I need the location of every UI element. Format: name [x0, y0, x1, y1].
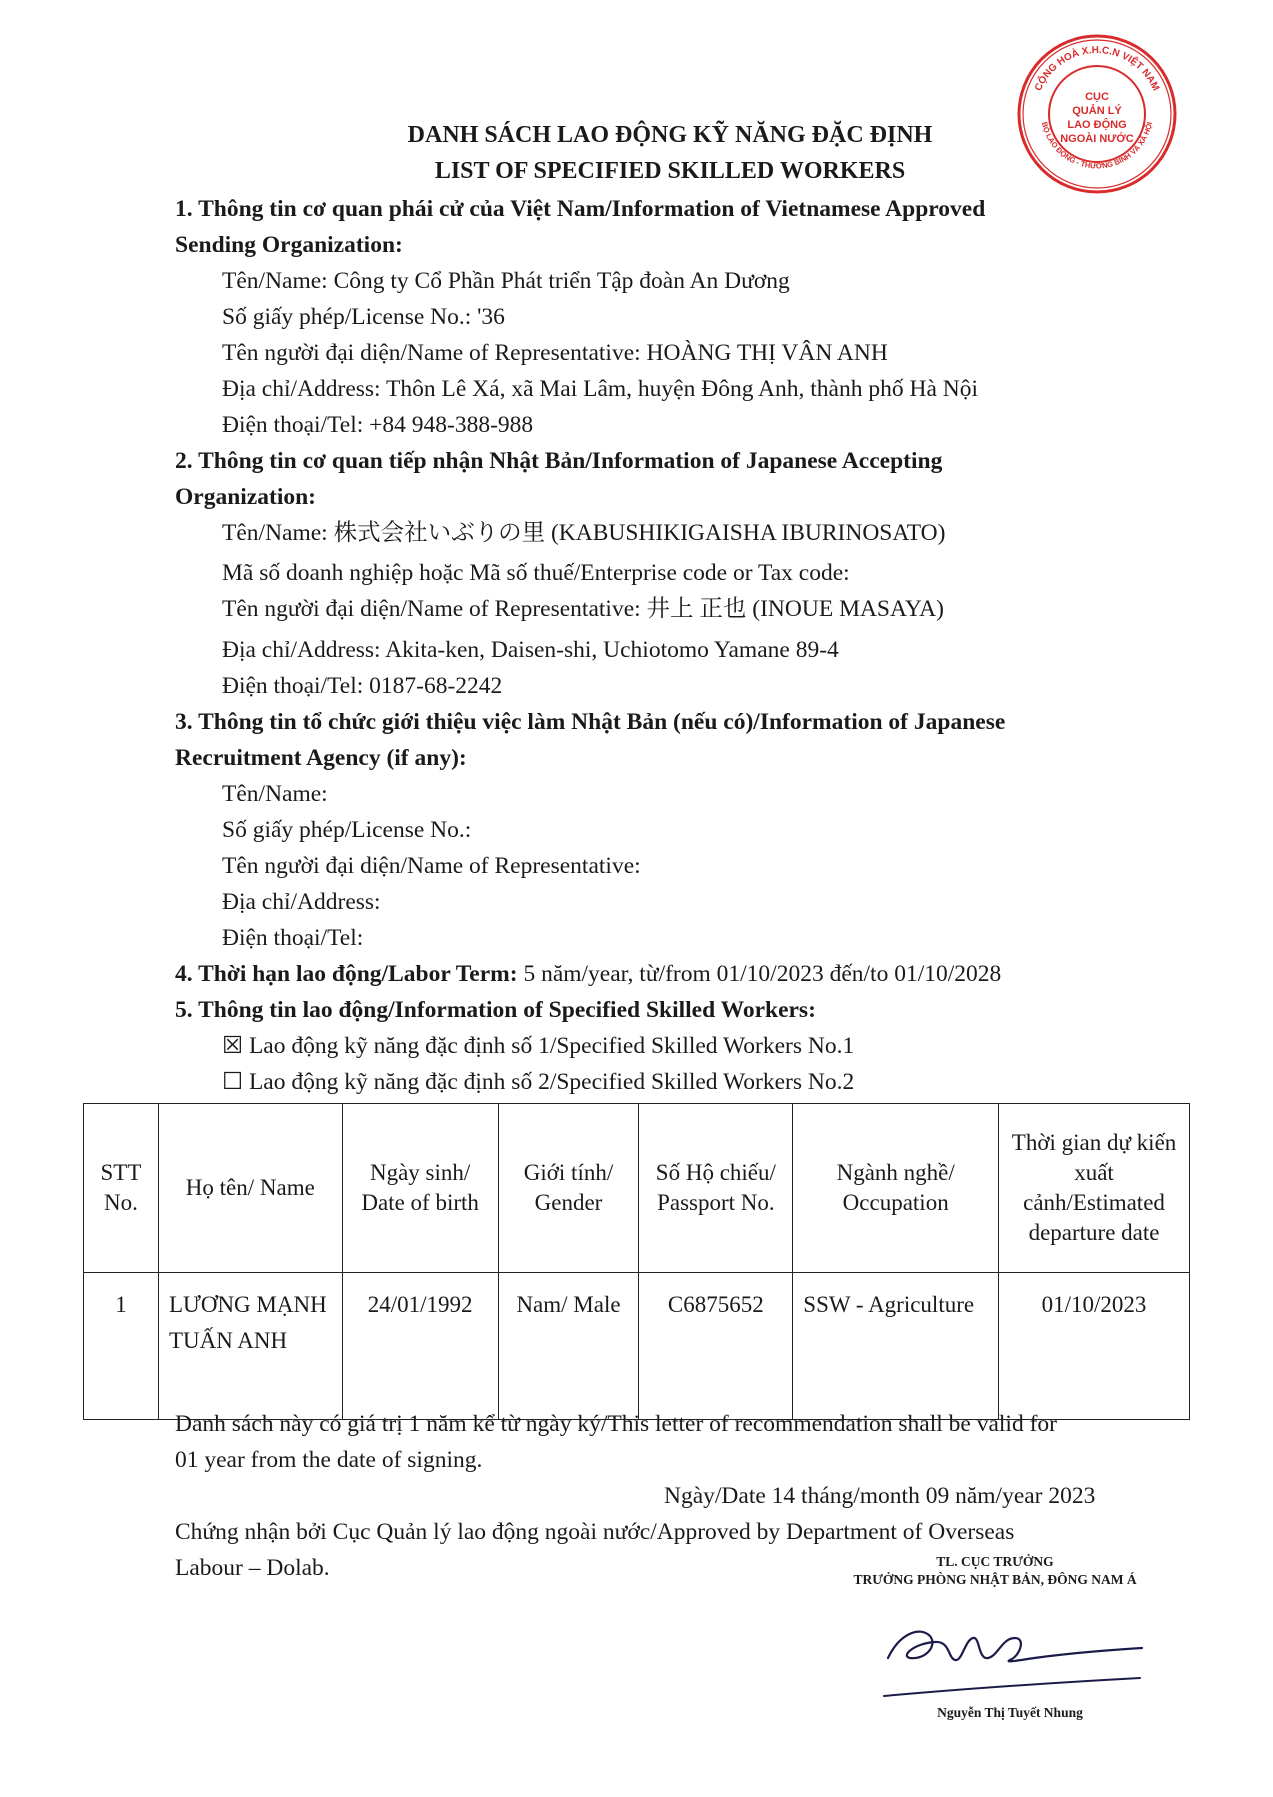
sending-org-address: Địa chỉ/Address: Thôn Lê Xá, xã Mai Lâm, huyện Đông Anh, thành phố Hà Nội	[222, 376, 978, 402]
signer-name: Nguyễn Thị Tuyết Nhung	[937, 1705, 1083, 1720]
workers-table	[83, 1103, 1190, 1420]
labor-term-label: 4. Thời hạn lao động/Labor Term:	[175, 961, 518, 987]
approval-line-1: Chứng nhận bởi Cục Quản lý lao động ngoài nước/Approved by Department of Overseas	[175, 1519, 1015, 1545]
cell-occupation: SSW - Agriculture	[793, 1273, 999, 1420]
sending-org-tel: Điện thoại/Tel: +84 948-388-988	[222, 412, 534, 438]
cell-stt: 1	[84, 1273, 159, 1420]
signature-title-block	[830, 1553, 1160, 1589]
date-line: Ngày/Date 14 tháng/month 09 năm/year 2023	[664, 1483, 1096, 1509]
cell-name: LƯƠNG MẠNH TUẤN ANH	[158, 1273, 342, 1420]
header-departure: Thời gian dự kiến xuất cảnh/Estimated departure date	[999, 1104, 1190, 1273]
ssw-no2-checkbox: ☐ Lao động kỹ năng đặc định số 2/Specified Skilled Workers No.2	[222, 1069, 855, 1095]
accepting-org-name: Tên/Name: 株式会社いぶりの里 (KABUSHIKIGAISHA IBURINOSATO)	[222, 520, 946, 546]
agency-representative: Tên người đại diện/Name of Representative:	[222, 853, 641, 879]
labor-term	[175, 959, 1001, 989]
sending-org-license: Số giấy phép/License No.: '36	[222, 304, 505, 330]
table-row	[84, 1273, 1190, 1420]
svg-text:CỘNG HOÀ X.H.C.N VIỆT NAM	[1033, 45, 1161, 93]
cell-departure: 01/10/2023	[999, 1273, 1190, 1420]
table-header-row	[84, 1104, 1190, 1273]
sending-org-name: Tên/Name: Công ty Cổ Phần Phát triển Tập đoàn An Dương	[222, 268, 790, 294]
agency-tel: Điện thoại/Tel:	[222, 925, 364, 951]
sending-org-representative: Tên người đại diện/Name of Representative: HOÀNG THỊ VÂN ANH	[222, 340, 888, 366]
stamp-ring-text-top: CỘNG HOÀ X.H.C.N VIỆT NAM	[1032, 44, 1162, 93]
header-gender: Giới tính/ Gender	[498, 1104, 639, 1273]
document-title-vi: DANH SÁCH LAO ĐỘNG KỸ NĂNG ĐẶC ĐỊNH	[407, 122, 933, 148]
accepting-org-enterprise-code: Mã số doanh nghiệp hoặc Mã số thuế/Enterprise code or Tax code:	[222, 560, 850, 586]
validity-line-1: Danh sách này có giá trị 1 năm kể từ ngày ký/This letter of recommendation shall be valid for	[175, 1411, 1057, 1437]
signature-title-1: TL. CỤC TRƯỞNG	[936, 1554, 1054, 1569]
stamp-line-4: NGOÀI NƯỚC	[1060, 133, 1134, 145]
agency-address: Địa chỉ/Address:	[222, 889, 381, 915]
stamp-line-1: CỤC	[1085, 91, 1109, 103]
section2-heading-2: Organization:	[175, 484, 316, 510]
accepting-org-tel: Điện thoại/Tel: 0187-68-2242	[222, 673, 503, 699]
cell-dob: 24/01/1992	[342, 1273, 498, 1420]
header-occupation: Ngành nghề/ Occupation	[793, 1104, 999, 1273]
header-dob: Ngày sinh/ Date of birth	[342, 1104, 498, 1273]
header-name: Họ tên/ Name	[158, 1104, 342, 1273]
cell-gender: Nam/ Male	[498, 1273, 639, 1420]
agency-license: Số giấy phép/License No.:	[222, 817, 472, 843]
ssw-no1-checkbox: ☒ Lao động kỹ năng đặc định số 1/Specified Skilled Workers No.1	[222, 1033, 855, 1059]
validity-line-2: 01 year from the date of signing.	[175, 1447, 483, 1473]
approval-line-2: Labour – Dolab.	[175, 1555, 330, 1581]
section3-heading-1: 3. Thông tin tổ chức giới thiệu việc làm Nhật Bản (nếu có)/Information of Japanese	[175, 709, 1006, 735]
section3-heading-2: Recruitment Agency (if any):	[175, 745, 467, 771]
section2-heading-1: 2. Thông tin cơ quan tiếp nhận Nhật Bản/Information of Japanese Accepting	[175, 448, 943, 474]
section1-heading-1: 1. Thông tin cơ quan phái cử của Việt Nam/Information of Vietnamese Approved	[175, 196, 986, 222]
section1-heading-2: Sending Organization:	[175, 232, 403, 258]
stamp-line-3: LAO ĐỘNG	[1067, 119, 1127, 131]
header-stt: STT No.	[84, 1104, 159, 1273]
accepting-org-representative: Tên người đại diện/Name of Representative: 井上 正也 (INOUE MASAYA)	[222, 596, 944, 622]
accepting-org-address: Địa chỉ/Address: Akita-ken, Daisen-shi, Uchiotomo Yamane 89-4	[222, 637, 839, 663]
cell-passport: C6875652	[639, 1273, 793, 1420]
agency-name: Tên/Name:	[222, 781, 328, 807]
section5-heading: 5. Thông tin lao động/Information of Specified Skilled Workers:	[175, 997, 816, 1023]
stamp-ring-text-bottom: BỘ LAO ĐỘNG - THƯƠNG BINH VÀ XÃ HỘI	[1039, 120, 1155, 171]
labor-term-value: 5 năm/year, từ/from 01/10/2023 đến/to 01/10/2028	[517, 961, 1002, 987]
stamp-line-2: QUẢN LÝ	[1072, 105, 1122, 117]
signature-title-2: TRƯỞNG PHÒNG NHẬT BẢN, ĐÔNG NAM Á	[853, 1572, 1137, 1587]
document-title-en: LIST OF SPECIFIED SKILLED WORKERS	[434, 158, 906, 184]
header-passport: Số Hộ chiếu/ Passport No.	[639, 1104, 793, 1273]
handwritten-signature	[870, 1598, 1150, 1708]
